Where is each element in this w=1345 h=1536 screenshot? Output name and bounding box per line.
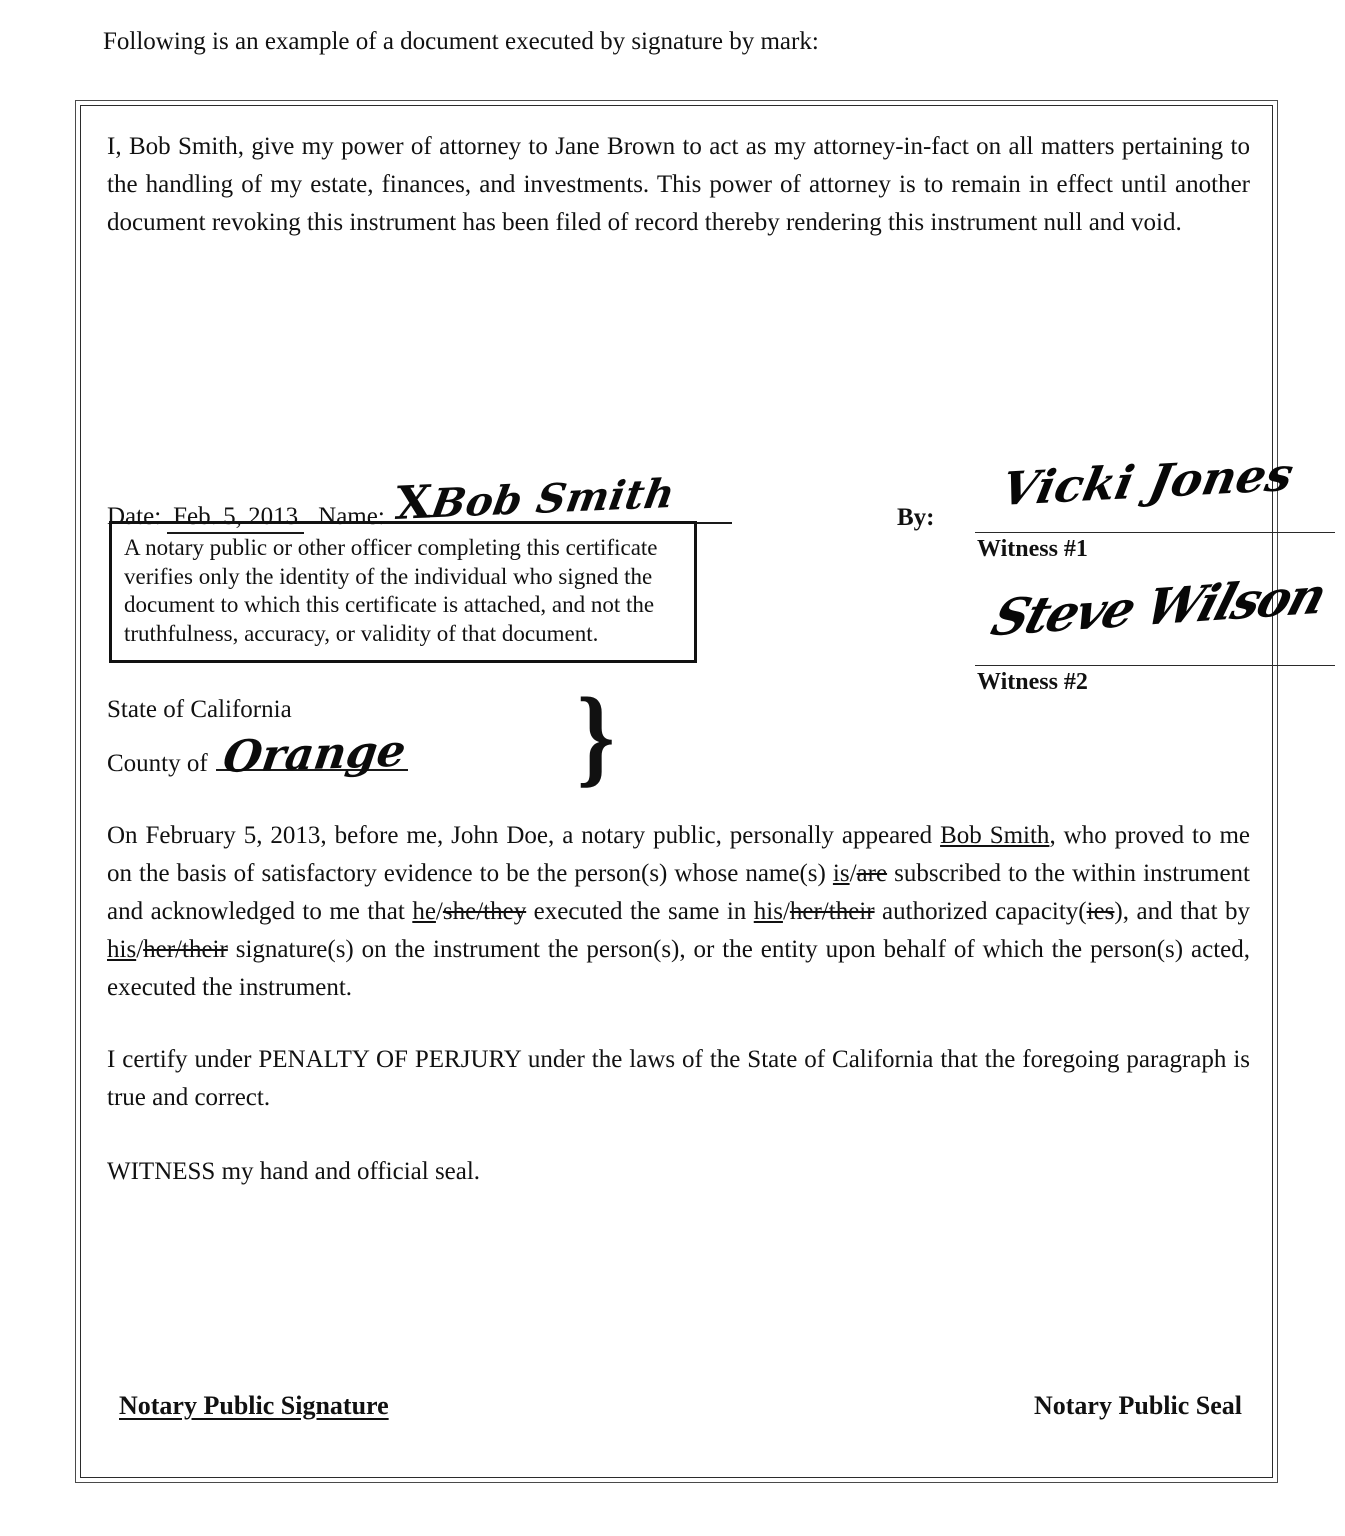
document-outer-frame bbox=[75, 100, 1332, 1483]
pronoun-is-kept: is bbox=[832, 860, 850, 887]
notary-public-seal-label: Notary Public Seal bbox=[1034, 1391, 1242, 1420]
county-handwritten-value: Orange bbox=[219, 725, 409, 783]
intro-heading: Following is an example of a document executed by signature by mark: bbox=[103, 28, 819, 55]
witness2-signature-line[interactable] bbox=[975, 665, 1335, 666]
appeared-name: Bob Smith bbox=[940, 822, 1050, 849]
ack-segment-1: On February 5, 2013, before me, John Doe, a notary public, personally appeared bbox=[107, 822, 941, 849]
county-field[interactable] bbox=[216, 725, 409, 783]
penalty-of-perjury-paragraph: I certify under PENALTY OF PERJURY under the laws of the State of California that the foregoing paragraph is true and correct. bbox=[107, 1046, 1250, 1111]
pronoun-shethey-struck: she/they bbox=[442, 898, 527, 925]
pronoun-his-kept-2: his bbox=[107, 936, 137, 963]
state-line: State of California bbox=[107, 696, 292, 723]
witness1-signature-line[interactable] bbox=[975, 532, 1335, 533]
pronoun-his-kept-1: his bbox=[753, 898, 783, 925]
power-of-attorney-paragraph: I, Bob Smith, give my power of attorney to Jane Brown to act as my attorney-in-fact on all matters pertaining to the handling of my estate, finances, and investments. This power of attorney is to remain in effect until another document revoking this instrument has been filed of record thereby rendering this instrument null and void. bbox=[107, 133, 1250, 236]
by-label: By: bbox=[897, 504, 935, 531]
pronoun-hertheir-struck-2: her/their bbox=[143, 936, 228, 963]
witness-seal-line: WITNESS my hand and official seal. bbox=[107, 1158, 481, 1185]
slash-1: / bbox=[849, 860, 857, 887]
document-content bbox=[107, 124, 1332, 1467]
acknowledgment-paragraph bbox=[107, 817, 1250, 1007]
ack-segment-6: ), and that by bbox=[1114, 898, 1250, 925]
slash-4: / bbox=[136, 936, 144, 963]
pronoun-he-kept: he bbox=[412, 898, 436, 925]
witness2-label: Witness #2 bbox=[977, 669, 1088, 695]
witness1-signature: Vicki Jones bbox=[997, 447, 1298, 516]
slash-3: / bbox=[782, 898, 790, 925]
witness2-signature: Steve Wilson bbox=[985, 566, 1332, 648]
date-label: Date: bbox=[107, 503, 162, 530]
ack-segment-2: , who proved to me on the basis of satisfactory evidence to be the person(s) whose name(s) bbox=[107, 822, 1250, 887]
ack-segment-3: subscribed to the within instrument and acknowledged to me that bbox=[107, 860, 1251, 925]
mark-x-glyph: X bbox=[392, 474, 435, 530]
notary-public-signature-label[interactable]: Notary Public Signature bbox=[119, 1391, 389, 1420]
document-footer bbox=[119, 1391, 1242, 1421]
date-value[interactable]: Feb. 5, 2013 bbox=[167, 503, 304, 534]
name-label: Name: bbox=[318, 503, 385, 530]
ack-segment-4: executed the same in bbox=[526, 898, 754, 925]
slash-2: / bbox=[435, 898, 443, 925]
witness1-label: Witness #1 bbox=[977, 536, 1088, 562]
pronoun-hertheir-struck-1: her/their bbox=[789, 898, 875, 925]
name-signature-field[interactable] bbox=[387, 469, 732, 530]
county-label: County of bbox=[107, 750, 208, 777]
capacity-ies-struck: ies bbox=[1086, 898, 1115, 925]
ack-segment-5: authorized capacity( bbox=[874, 898, 1087, 925]
ack-segment-7: signature(s) on the instrument the person(s), or the entity upon behalf of which the person(s) acted, executed the instrument. bbox=[107, 936, 1250, 1001]
venue-brace: } bbox=[577, 674, 615, 798]
county-line bbox=[107, 725, 409, 783]
notary-disclosure-text: A notary public or other officer completing this certificate verifies only the identity of the individual who signed the document to which this certificate is attached, and not the truthfulness, accuracy, or validity of that document. bbox=[124, 535, 658, 646]
mark-signature-name: Bob Smith bbox=[427, 469, 679, 528]
pronoun-are-struck: are bbox=[856, 860, 888, 887]
document-inner-frame bbox=[80, 105, 1332, 1478]
notary-disclosure-box bbox=[109, 521, 697, 663]
